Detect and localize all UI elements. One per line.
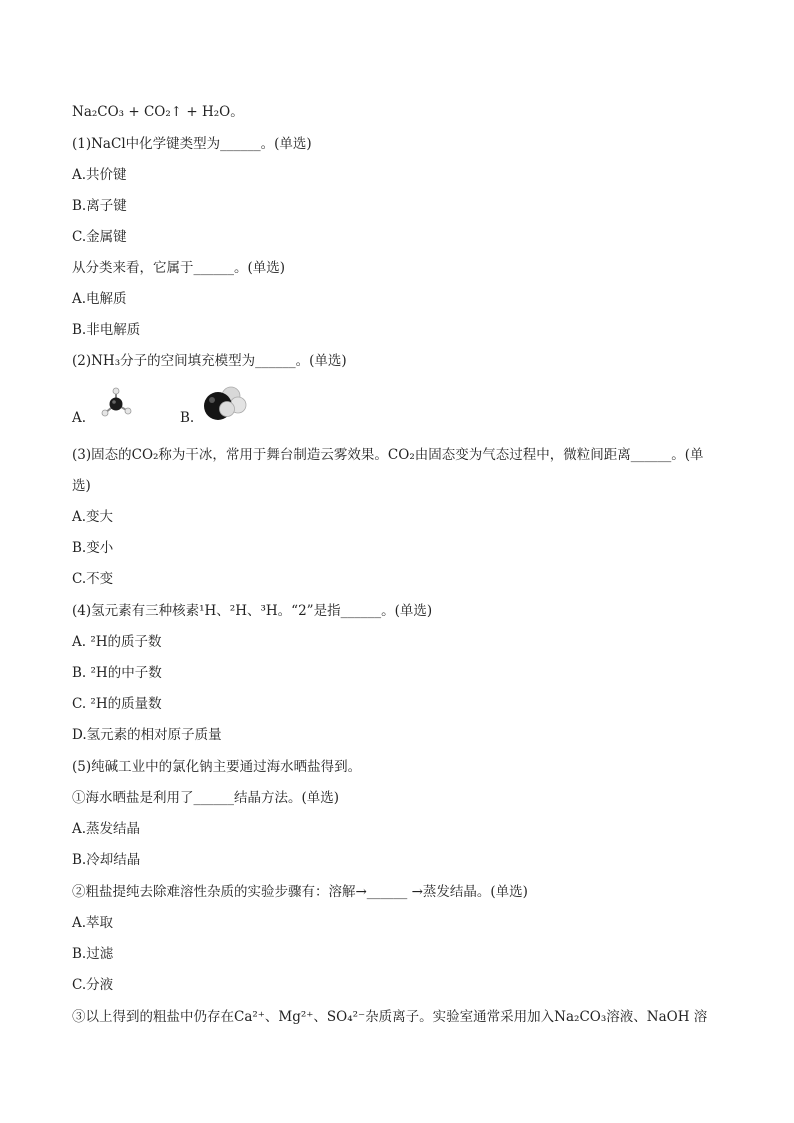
question-4: (4)氢元素有三种核素¹H、²H、³H。“2”是指______。(单选) (72, 603, 433, 619)
option-5ii-a: A.萃取 (72, 915, 114, 931)
option-3b: B.变小 (72, 540, 114, 556)
option-2a-label: A. (72, 410, 87, 426)
option-1s-a: A.电解质 (72, 291, 127, 307)
option-4b: B. ²H的中子数 (72, 665, 162, 681)
question-3: (3)固态的CO₂称为干冰，常用于舞台制造云雾效果。CO₂由固态变为气态过程中，微粒间距离______。(单 (72, 447, 704, 463)
option-5i-a: A.蒸发结晶 (72, 821, 141, 837)
option-1a: A.共价键 (72, 167, 127, 183)
question-3-cont: 选) (72, 478, 91, 494)
question-5: (5)纯碱工业中的氯化钠主要通过海水晒盐得到。 (72, 759, 362, 775)
option-1c: C.金属键 (72, 229, 127, 245)
question-2: (2)NH₃分子的空间填充模型为______。(单选) (72, 353, 347, 369)
question-5-i: ①海水晒盐是利用了______结晶方法。(单选) (72, 790, 340, 806)
question-1: (1)NaCl中化学键类型为______。(单选) (72, 136, 312, 152)
question-2-options (72, 384, 372, 428)
option-5ii-b: B.过滤 (72, 946, 114, 962)
space-filling-model-icon (200, 384, 248, 424)
option-2b-label: B. (180, 410, 195, 426)
option-5i-b: B.冷却结晶 (72, 852, 141, 868)
option-4d: D.氢元素的相对原子质量 (72, 727, 222, 743)
option-4a: A. ²H的质子数 (72, 634, 162, 650)
option-5ii-c: C.分液 (72, 977, 114, 993)
option-1b: B.离子键 (72, 198, 127, 214)
question-5-iii: ③以上得到的粗盐中仍存在Ca²⁺、Mg²⁺、SO₄²⁻杂质离子。实验室通常采用加入Na₂CO₃溶液、NaOH 溶 (72, 1009, 708, 1025)
option-3a: A.变大 (72, 509, 114, 525)
option-3c: C.不变 (72, 571, 114, 587)
option-1s-b: B.非电解质 (72, 322, 141, 338)
question-1-sub: 从分类来看，它属于______。(单选) (72, 260, 286, 276)
question-5-ii: ②粗盐提纯去除难溶性杂质的实验步骤有：溶解→______ →蒸发结晶。(单选) (72, 884, 528, 900)
ball-stick-model-icon (98, 386, 134, 422)
option-4c: C. ²H的质量数 (72, 696, 162, 712)
equation-tail: Na₂CO₃ + CO₂↑ + H₂O。 (72, 104, 244, 120)
